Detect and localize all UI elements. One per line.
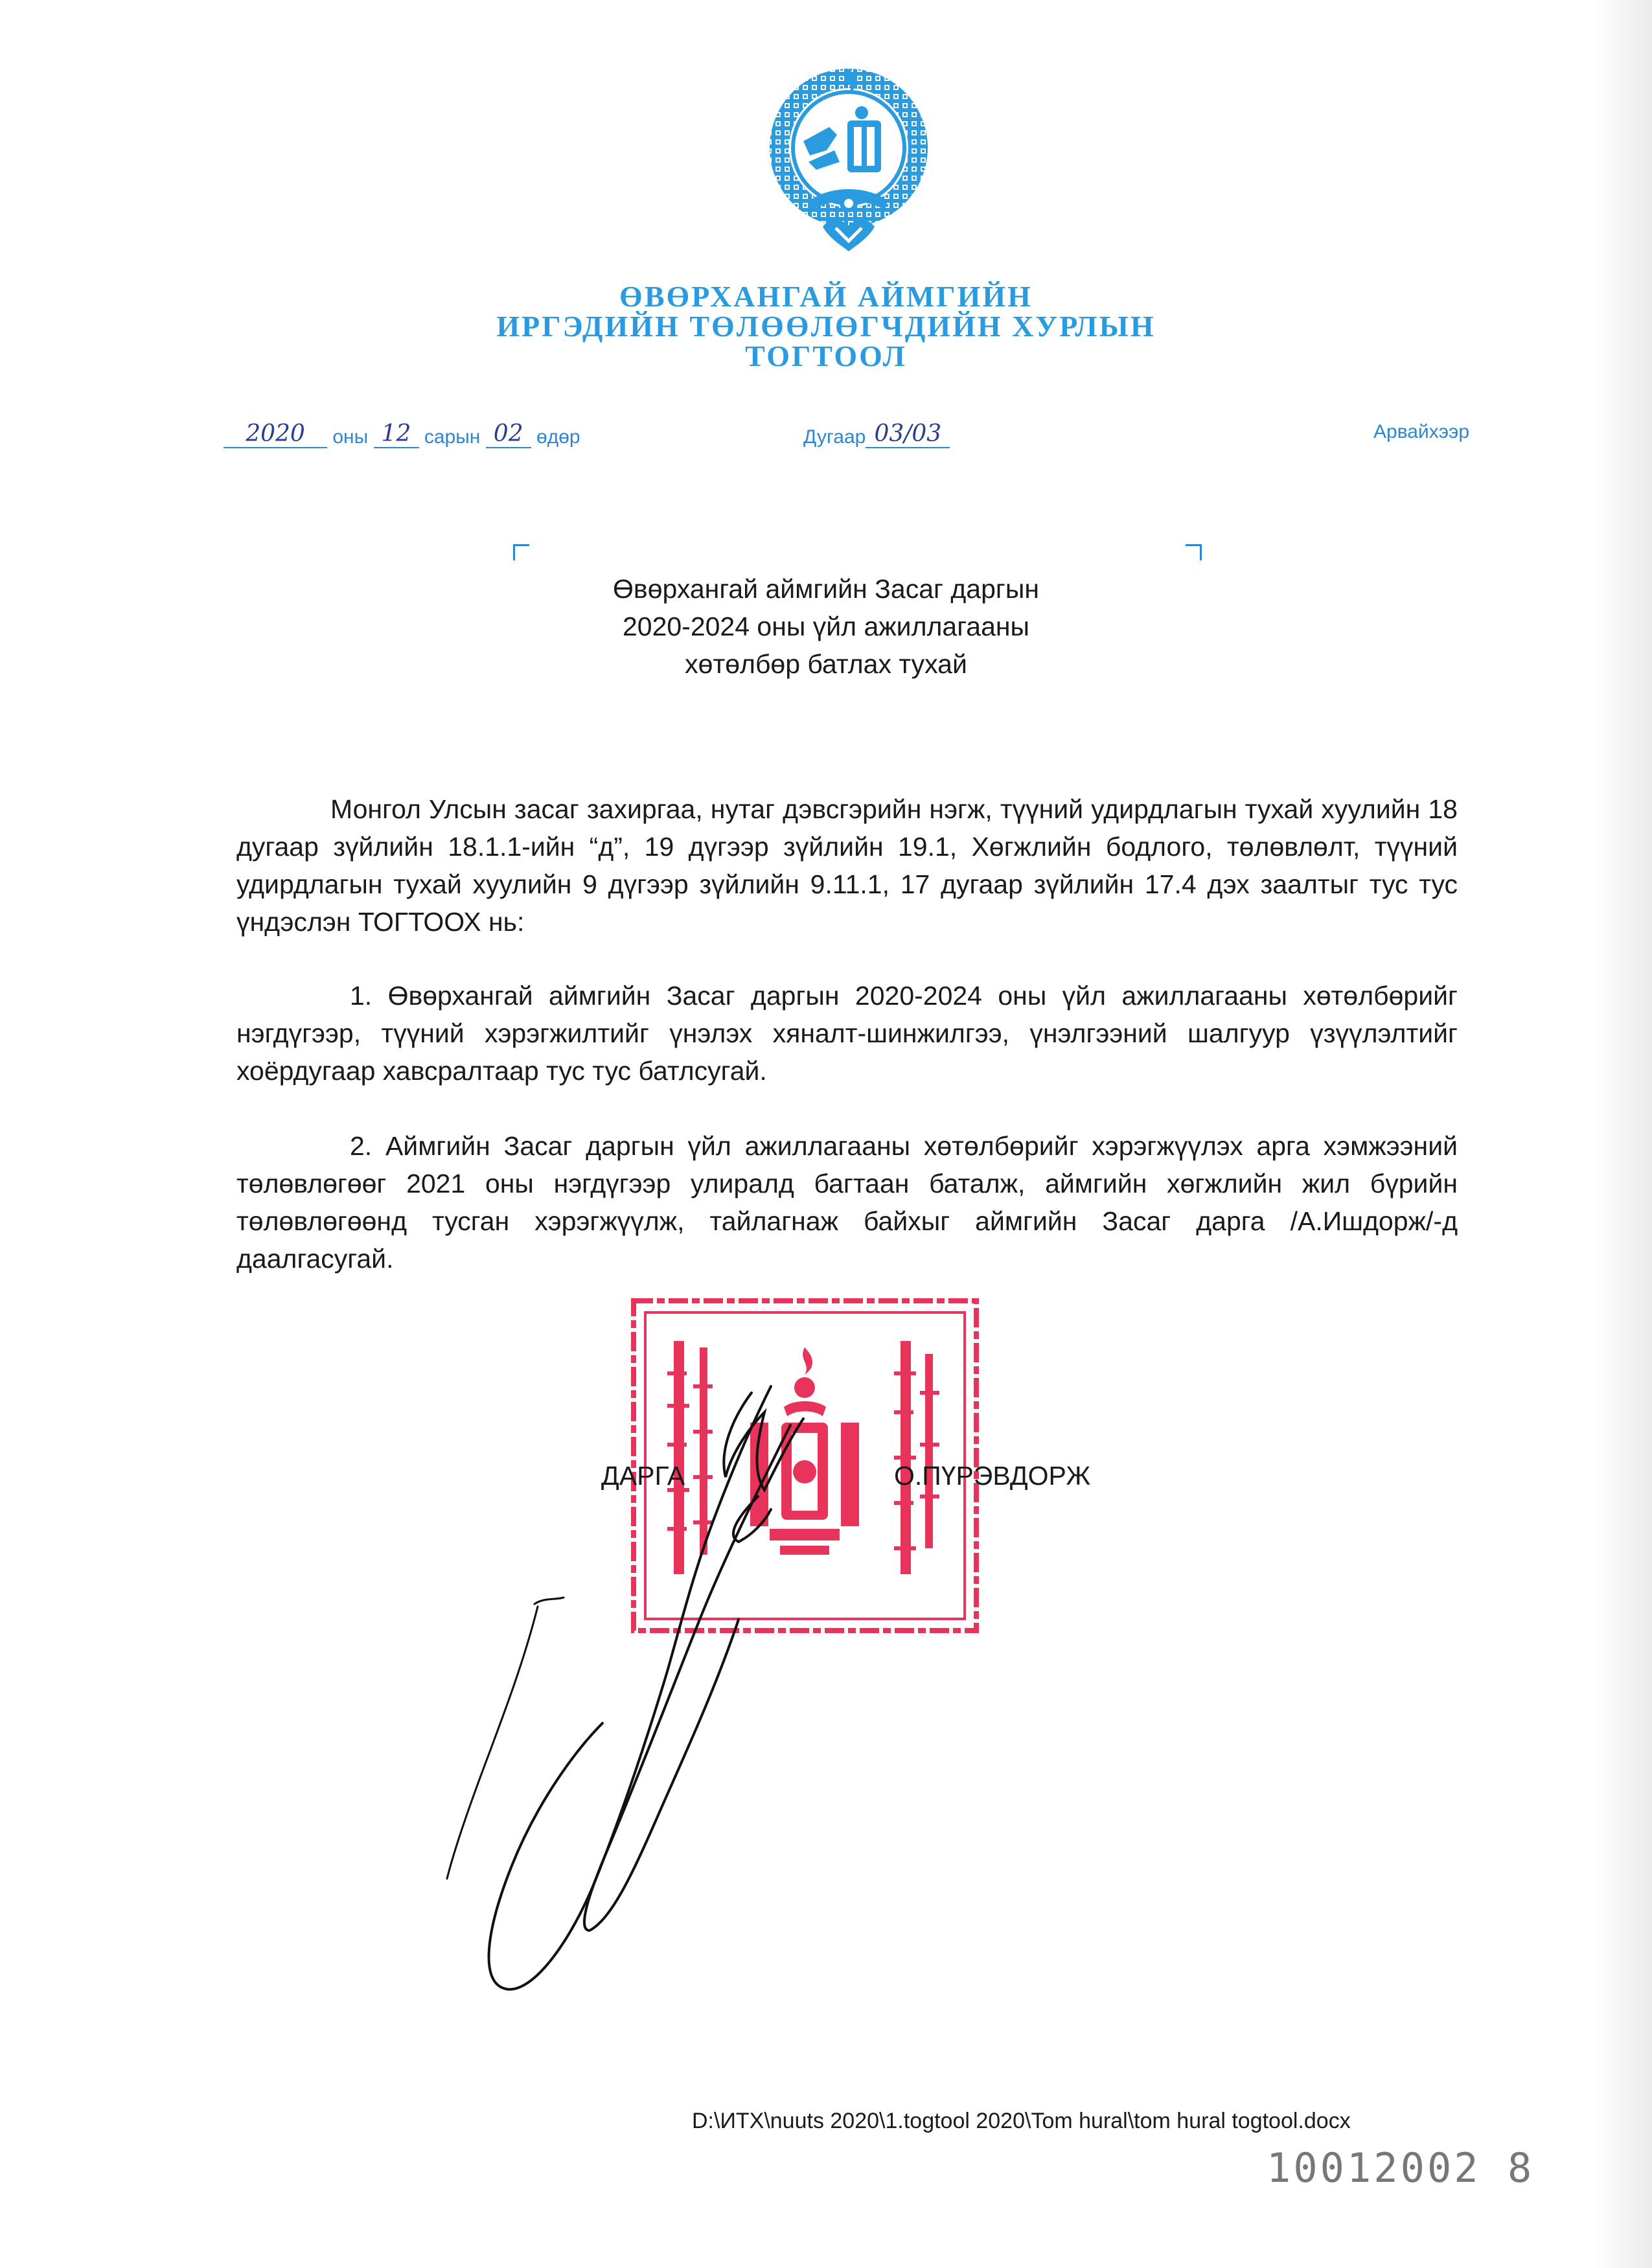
document-number [803,421,950,448]
handwritten-signature [428,1347,855,2047]
serial-number: 10012002 8 [1267,2144,1535,2192]
item-2-text: 2. Аймгийн Засаг даргын үйл ажиллагааны хөтөлбөрийг хэрэгжүүлэх арга хэмжээний төлөвлөгөөг 2021 оны нэгдүгээр улиралд багтаан баталж, аймгийн хөгжлийн жил бүрийн төлөвлөгөөнд тусган хэрэгжүүлж, тайлагнаж байхыг аймгийн Засаг дарга /А.Ишдорж/-д даалгасугай. [236,1131,1458,1274]
preamble-text: Монгол Улсын засаг захиргаа, нутаг дэвсгэрийн нэгж, түүний удирдлагын тухай хуулийн 18 дугаар зүйлийн 18.1.1-ийн “д”, 19 дүгээр зүйлийн 19.1, Хөгжлийн бодлого, төлөвлөлт, түүний удирдлагын тухай хуулийн 9 дүгээр зүйлийн 9.11.1, 17 дугаар зүйлийн 17.4 дэх заалтыг тус тус үндэслэн ТОГТООХ нь: [236,794,1458,937]
resolution-item-2 [236,1127,1458,1277]
preamble-paragraph [236,790,1458,941]
date-day: 02 [486,421,531,448]
date-month: 12 [374,421,419,448]
subject-bracket-left [513,544,529,560]
document-type: ТОГТООЛ [745,339,907,372]
date-year: 2020 [224,421,327,448]
subject-line3: хөтөлбөр батлах тухай [685,649,967,679]
place-name: Арвайхээр [1373,421,1470,442]
resolution-item-1 [236,977,1458,1090]
signatory-title: ДАРГА [601,1461,685,1491]
date-line [224,421,580,448]
document-number-value: 03/03 [866,421,950,448]
subject-line1: Өвөрхангай аймгийн Засаг даргын [613,574,1039,604]
document-subject [0,570,1652,683]
org-name-line1: ӨВӨРХАНГАЙ АЙМГИЙН [619,280,1033,313]
document-number-label: Дугаар [803,426,866,448]
date-month-suffix: сарын [424,426,481,448]
subject-bracket-right [1186,544,1202,560]
state-emblem-icon [764,65,933,266]
signatory-name: О.ПҮРЭВДОРЖ [894,1461,1091,1491]
file-path-footer: D:\ИТХ\nuuts 2020\1.togtool 2020\Tom hural\tom hural togtool.docx [692,2109,1351,2133]
subject-line2: 2020-2024 оны үйл ажиллагааны [622,612,1030,641]
org-name-line2: ИРГЭДИЙН ТӨЛӨӨЛӨГЧДИЙН ХУРЛЫН [496,310,1156,343]
date-year-suffix: оны [332,426,369,448]
date-day-suffix: өдөр [536,426,580,448]
item-1-text: 1. Өвөрхангай аймгийн Засаг даргын 2020-2024 оны үйл ажиллагааны хөтөлбөрийг нэгдүгээр, түүний хэрэгжилтийг үнэлэх хяналт-шинжилгээ, үнэлгээний шалгуур үзүүлэлтийг хоёрдугаар хавсралтаар тус тус батлсугай. [236,981,1458,1086]
